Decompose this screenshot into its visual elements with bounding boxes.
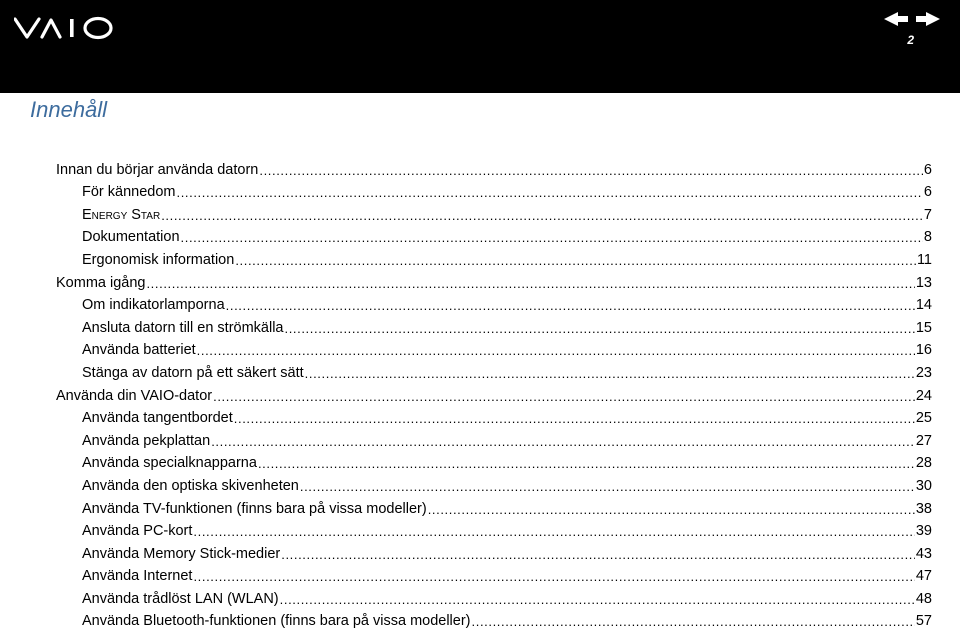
- toc-leader-dots: [193, 524, 914, 539]
- toc-entry-page: 15: [915, 319, 932, 336]
- toc-entry-page: 16: [915, 342, 932, 359]
- toc-leader-dots: [234, 411, 915, 426]
- toc-entry[interactable]: [56, 584, 932, 607]
- toc-leader-dots: [258, 456, 915, 471]
- toc-entry-title: Ansluta datorn till en strömkälla: [82, 319, 284, 336]
- toc-entry[interactable]: [56, 245, 932, 268]
- toc-entry-title: Innan du börjar använda datorn: [56, 161, 259, 178]
- toc-leader-dots: [305, 366, 915, 381]
- toc-entry-title: Använda batteriet: [82, 342, 196, 359]
- toc-entry[interactable]: [56, 291, 932, 314]
- toc-leader-dots: [161, 208, 923, 223]
- toc-entry[interactable]: [56, 562, 932, 585]
- toc-entry-page: 30: [915, 477, 932, 494]
- toc-entry-title: Använda TV-funktionen (finns bara på vissa modeller): [82, 500, 427, 517]
- page-number: 2: [907, 33, 914, 47]
- toc-leader-dots: [281, 547, 915, 562]
- toc-entry-title: Använda PC-kort: [82, 523, 193, 540]
- toc-leader-dots: [235, 253, 916, 268]
- toc-entry[interactable]: [56, 358, 932, 381]
- toc-entry[interactable]: [56, 426, 932, 449]
- toc-entry[interactable]: [56, 607, 932, 630]
- toc-entry-page: 6: [923, 184, 932, 201]
- toc-entry[interactable]: [56, 223, 932, 246]
- toc-entry-page: 13: [915, 274, 932, 291]
- toc-entry-page: 38: [915, 500, 932, 517]
- toc-entry-page: 48: [915, 590, 932, 607]
- toc-entry-page: 11: [916, 251, 932, 268]
- toc-entry-page: 47: [915, 568, 932, 585]
- toc-entry[interactable]: [56, 449, 932, 472]
- toc-leader-dots: [181, 230, 923, 245]
- toc-leader-dots: [226, 298, 915, 313]
- toc-leader-dots: [472, 614, 915, 629]
- toc-leader-dots: [193, 569, 914, 584]
- toc-leader-dots: [285, 321, 915, 336]
- toc-entry-title: Använda pekplattan: [82, 432, 211, 449]
- toc-entry-page: 23: [915, 364, 932, 381]
- right-arrow-icon[interactable]: [916, 12, 940, 26]
- toc-entry[interactable]: [56, 178, 932, 201]
- toc-entry-page: 24: [915, 387, 932, 404]
- toc-leader-dots: [259, 163, 923, 178]
- toc-entry-title: För kännedom: [82, 184, 176, 201]
- toc-leader-dots: [211, 434, 915, 449]
- toc-entry[interactable]: [56, 494, 932, 517]
- toc-entry-title: Ergonomisk information: [82, 251, 235, 268]
- toc-entry-title: Använda din VAIO-dator: [56, 387, 213, 404]
- toc-entry[interactable]: [56, 336, 932, 359]
- toc-entry[interactable]: [56, 155, 932, 178]
- toc-leader-dots: [146, 276, 914, 291]
- toc-entry[interactable]: [56, 539, 932, 562]
- left-arrow-icon[interactable]: [884, 12, 908, 26]
- toc-entry-page: 28: [915, 455, 932, 472]
- header-bar: [0, 0, 960, 93]
- toc-entry-title: Dokumentation: [82, 229, 180, 246]
- toc-entry-title: Komma igång: [56, 274, 146, 291]
- toc-entry-title: Om indikatorlamporna: [82, 297, 225, 314]
- page-navigation: [884, 12, 940, 26]
- toc-entry-title: Använda Bluetooth-funktionen (finns bara på vissa modeller): [82, 613, 471, 630]
- table-of-contents: [56, 155, 932, 629]
- toc-leader-dots: [177, 185, 923, 200]
- toc-entry[interactable]: [56, 404, 932, 427]
- toc-leader-dots: [280, 592, 915, 607]
- toc-leader-dots: [300, 479, 915, 494]
- toc-entry-page: 57: [915, 613, 932, 630]
- toc-entry-page: 6: [923, 161, 932, 178]
- toc-entry-title: Energy Star: [82, 206, 161, 223]
- vaio-logo: [14, 16, 124, 40]
- toc-leader-dots: [428, 502, 915, 517]
- toc-entry-title: Använda den optiska skivenheten: [82, 477, 299, 494]
- toc-entry[interactable]: [56, 381, 932, 404]
- toc-entry-page: 25: [915, 410, 932, 427]
- toc-entry-page: 14: [915, 297, 932, 314]
- toc-entry-title: Använda Memory Stick-medier: [82, 545, 281, 562]
- toc-entry-title: Använda Internet: [82, 568, 193, 585]
- toc-entry-page: 7: [923, 206, 932, 223]
- page-title: Innehåll: [30, 97, 108, 122]
- toc-entry[interactable]: [56, 471, 932, 494]
- toc-entry[interactable]: [56, 268, 932, 291]
- toc-entry-title: Stänga av datorn på ett säkert sätt: [82, 364, 304, 381]
- toc-entry[interactable]: [56, 200, 932, 223]
- toc-leader-dots: [197, 343, 915, 358]
- toc-entry-title: Använda specialknapparna: [82, 455, 257, 472]
- toc-entry-title: Använda tangentbordet: [82, 410, 233, 427]
- toc-leader-dots: [213, 389, 915, 404]
- toc-entry[interactable]: [56, 517, 932, 540]
- toc-entry-page: 43: [915, 545, 932, 562]
- toc-entry-page: 27: [915, 432, 932, 449]
- toc-entry[interactable]: [56, 313, 932, 336]
- toc-entry-page: 39: [915, 523, 932, 540]
- toc-entry-title: Använda trådlöst LAN (WLAN): [82, 590, 279, 607]
- toc-entry-page: 8: [923, 229, 932, 246]
